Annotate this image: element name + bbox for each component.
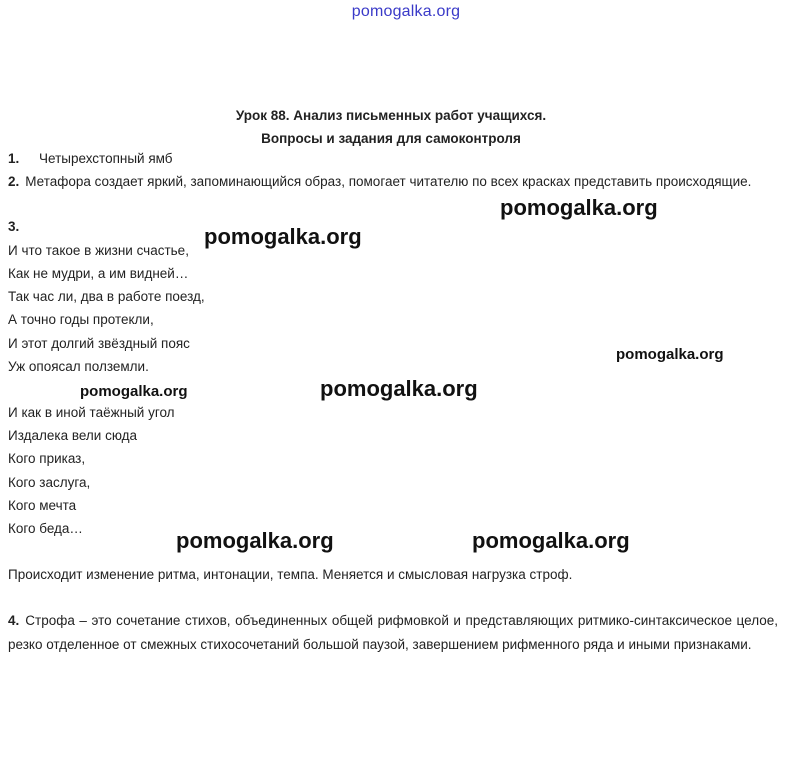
poem-line: И этот долгий звёздный пояс <box>8 336 190 351</box>
watermark: pomogalka.org <box>204 224 362 249</box>
watermark: pomogalka.org <box>320 376 478 401</box>
watermark: pomogalka.org <box>472 528 630 553</box>
poem-line: Кого мечта <box>8 498 77 513</box>
poem-line: И что такое в жизни счастье, <box>8 243 189 258</box>
answer-3-number: 3. <box>8 219 20 234</box>
answer-4-number: 4. <box>8 613 20 628</box>
poem-line: Так час ли, два в работе поезд, <box>8 289 205 304</box>
poem-line: И как в иной таёжный угол <box>8 405 175 420</box>
answer-1 <box>8 151 173 166</box>
poem-line: Кого заслуга, <box>8 475 91 490</box>
site-logo[interactable]: pomogalka.org <box>351 3 461 20</box>
poem-line: Как не мудри, а им видней… <box>8 266 189 281</box>
poem-line: Кого приказ, <box>8 451 86 466</box>
poem-line: Издалека вели сюда <box>8 428 138 443</box>
answer-2 <box>8 170 778 194</box>
lesson-title: Урок 88. Анализ письменных работ учащихся. <box>235 108 547 123</box>
answer-4-text: Строфа – это сочетание стихов, объединенных общей рифмовкой и представляющих ритмико-синтаксическое целое, резко отделенное от смежных стихосочетаний большой паузой, завершением рифменного ряда и иными признаками. <box>8 613 778 652</box>
answer-3-conclusion: Происходит изменение ритма, интонации, темпа. Меняется и смысловая нагрузка строф. <box>8 567 573 582</box>
answer-1-number: 1. <box>8 151 20 166</box>
answer-4 <box>8 609 778 657</box>
answer-2-number: 2. <box>8 174 20 189</box>
poem-line: Уж опоясал полземли. <box>8 359 149 374</box>
watermark: pomogalka.org <box>80 383 188 400</box>
watermark: pomogalka.org <box>500 195 658 220</box>
poem-line: Кого беда… <box>8 521 83 536</box>
watermark: pomogalka.org <box>176 528 334 553</box>
answer-1-text: Четырехстопный ямб <box>39 151 173 166</box>
answer-2-text: Метафора создает яркий, запоминающийся образ, помогает читателю по всех красках представить происходящие. <box>25 174 752 189</box>
watermark: pomogalka.org <box>616 346 724 363</box>
lesson-subtitle: Вопросы и задания для самоконтроля <box>261 131 521 146</box>
poem-line: А точно годы протекли, <box>8 312 154 327</box>
